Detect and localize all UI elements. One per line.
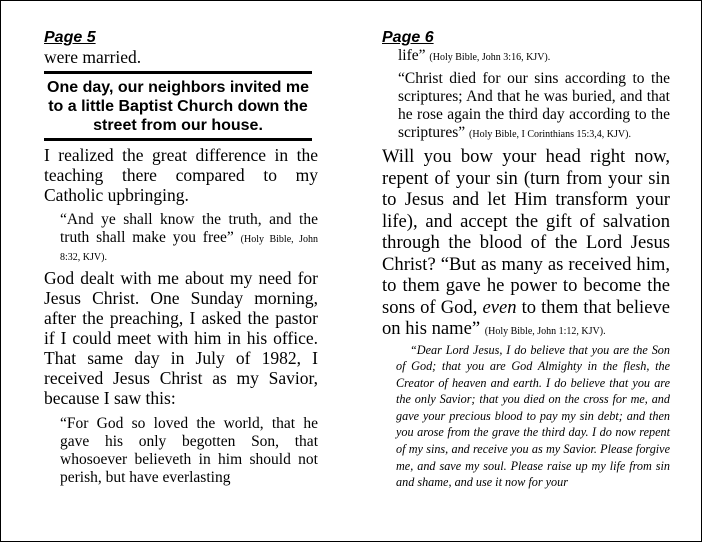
paragraph-text: Will you bow your head right now, repent of your sin (turn from your sin to Jesus and let Him transform your life), and accept the gift of salvation through the blood of the Lord Jesus Christ? “But as many as received him, to them gave he power to become the sons of God,: [382, 146, 670, 318]
quote-text: “Christ died for our sins according to the scriptures; And that he was buried, and that he rose again the third day according to the scriptures”: [398, 70, 670, 141]
scripture-quote: “For God so loved the world, that he gave his only begotten Son, that whosoever believeth in him should not perish, but have everlasting: [60, 415, 318, 486]
callout-text: One day, our neighbors invited me to a little Baptist Church down the street from our house.: [47, 79, 309, 134]
scripture-quote-continued: [398, 47, 670, 65]
opening-line: were married.: [44, 47, 142, 67]
quote-text: “And ye shall know the truth, and the truth shall make you free”: [60, 211, 318, 246]
invitation-paragraph: [382, 146, 670, 340]
quote-text: life”: [398, 47, 426, 64]
right-page: [382, 29, 670, 491]
emphasis-word: even: [482, 296, 517, 318]
callout-top-rule: [44, 71, 312, 74]
scripture-quote: [398, 70, 670, 142]
sinners-prayer: “Dear Lord Jesus, I do believe that you are the Son of God; that you are God Almighty in the flesh, the Creator of heaven and earth. I do believe that you are the only Savior; that you died on the cross for me, and gave your precious blood to pay my sin debt; and then you arose from the grave the third day. I do now repent of my sins, and receive you as my Savior. Please forgive me, and save my soul. Please raise up my life from sin and shame, and use it now for your: [396, 342, 670, 490]
page-label: Page 6: [382, 29, 434, 46]
quote-citation: (Holy Bible, I Corinthians 15:3,4, KJV).: [469, 129, 631, 140]
left-page: [44, 29, 318, 487]
callout-bottom-rule: [44, 138, 312, 141]
page-label: Page 5: [44, 29, 96, 46]
quote-citation: (Holy Bible, John 3:16, KJV).: [429, 52, 551, 63]
quote-citation: (Holy Bible, John 1:12, KJV).: [484, 326, 606, 337]
paragraph-text: to them that believe on his name”: [382, 296, 671, 339]
paragraph: God dealt with me about my need for Jesus Christ. One Sunday morning, after the preaching, I asked the pastor if I could meet with him in his office. That same day in July of 1982, I received Jesus Christ as my Savior, because I saw this:: [44, 268, 318, 408]
paragraph: I realized the great difference in the teaching there compared to my Catholic upbringing.: [44, 145, 318, 205]
scripture-quote: [60, 211, 318, 265]
quote-citation: (Holy Bible, John 8:32, KJV).: [60, 234, 319, 263]
